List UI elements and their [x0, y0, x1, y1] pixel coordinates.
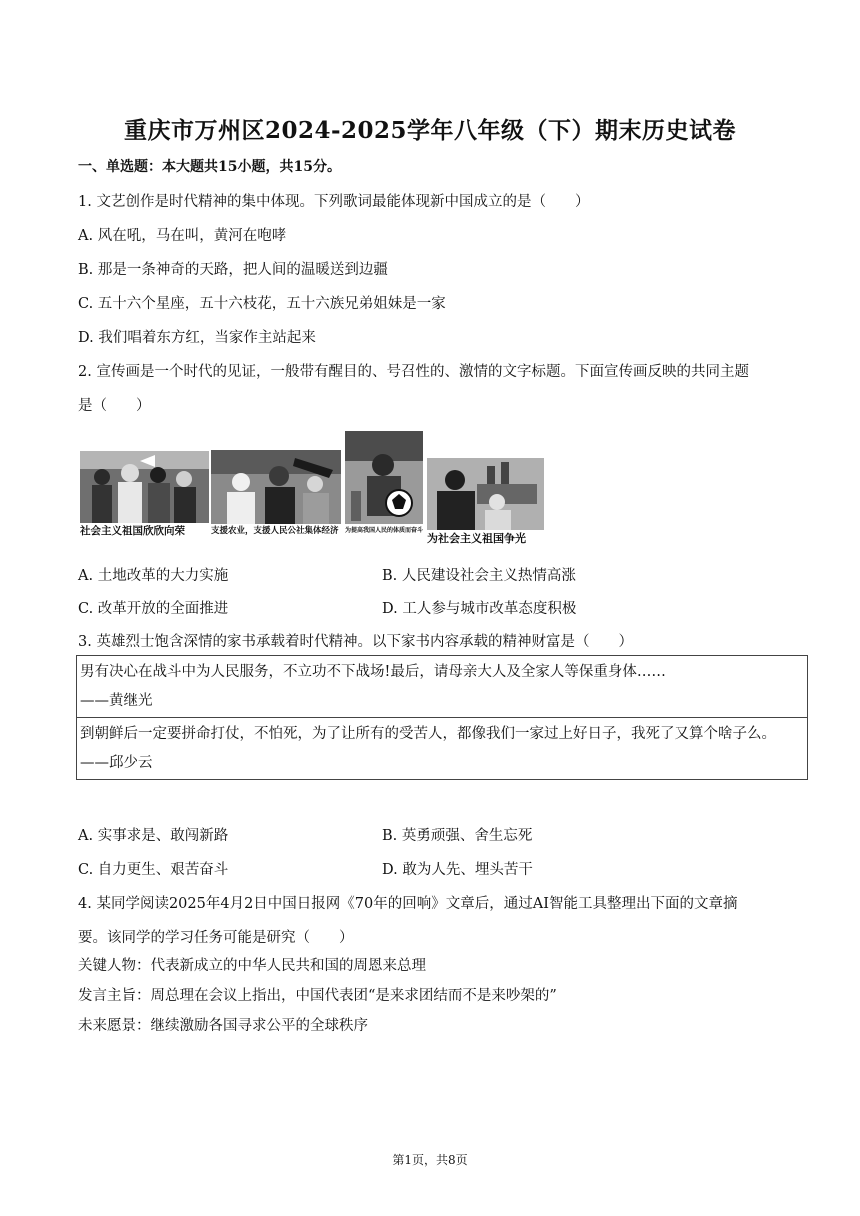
- poster-1-caption: 社会主义祖国欣欣向荣: [80, 523, 209, 539]
- question-2-stem-line-1: 2. 宣传画是一个时代的见证，一般带有醒目的、号召性的、激情的文字标题。下面宣传画反映的共同主题: [78, 364, 749, 380]
- letter-author-2: ——邱少云: [80, 755, 153, 771]
- poster-4-caption: 为社会主义祖国争光: [427, 530, 544, 547]
- summary-speech-theme: 发言主旨：周总理在会议上指出，中国代表团“是来求团结而不是来吵架的”: [78, 988, 557, 1004]
- poster-crowd-icon: [80, 451, 209, 523]
- poster-factory-icon: [427, 458, 544, 530]
- propaganda-poster-2: [211, 450, 341, 539]
- propaganda-poster-3: [345, 431, 423, 538]
- letter-quote-1: 男有决心在战斗中为人民服务，不立功不下战场!最后，请母亲大人及全家人等保重身体……: [80, 664, 666, 680]
- poster-football-icon: [345, 431, 423, 524]
- poster-2-caption: 支援农业，支援人民公社集体经济: [211, 524, 341, 539]
- section-heading: 一、单选题：本大题共15小题，共15分。: [78, 159, 341, 175]
- letters-table: [76, 655, 808, 780]
- question-3-option-c: C. 自力更生、艰苦奋斗: [78, 862, 229, 878]
- question-1-option-b: B. 那是一条神奇的天路，把人间的温暖送到边疆: [78, 262, 388, 278]
- question-4-stem-line-1: 4. 某同学阅读2025年4月2日中国日报网《70年的回响》文章后，通过AI智能工具整理出下面的文章摘: [78, 896, 738, 912]
- question-4-stem-line-2: 要。该同学的学习任务可能是研究（ ）: [78, 930, 354, 946]
- question-1-option-d: D. 我们唱着东方红，当家作主站起来: [78, 330, 316, 346]
- table-divider: [77, 717, 807, 718]
- propaganda-poster-4: [427, 458, 544, 547]
- question-3-stem: 3. 英雄烈士饱含深情的家书承载着时代精神。以下家书内容承载的精神财富是（ ）: [78, 634, 633, 650]
- letter-author-1: ——黄继光: [80, 693, 153, 709]
- question-1-option-a: A. 风在吼，马在叫，黄河在咆哮: [78, 228, 287, 244]
- summary-future-vision: 未来愿景：继续激励各国寻求公平的全球秩序: [78, 1018, 368, 1034]
- question-2-option-b: B. 人民建设社会主义热情高涨: [382, 568, 576, 584]
- question-2-option-d: D. 工人参与城市改革态度积极: [382, 601, 577, 617]
- exam-title: 重庆市万州区2024-2025学年八年级（下）期末历史试卷: [123, 117, 737, 144]
- question-3-option-b: B. 英勇顽强、舍生忘死: [382, 828, 533, 844]
- summary-key-person: 关键人物：代表新成立的中华人民共和国的周恩来总理: [78, 958, 426, 974]
- question-2-option-a: A. 土地改革的大力实施: [78, 568, 229, 584]
- question-2-option-c: C. 改革开放的全面推进: [78, 601, 229, 617]
- question-3-option-a: A. 实事求是、敢闯新路: [78, 828, 229, 844]
- poster-3-caption: 为提高我国人民的体质而奋斗: [345, 524, 423, 538]
- page-number: 第1页，共8页: [392, 1153, 468, 1167]
- question-1-option-c: C. 五十六个星座，五十六枝花，五十六族兄弟姐妹是一家: [78, 296, 446, 312]
- poster-workers-icon: [211, 450, 341, 524]
- propaganda-poster-1: [80, 451, 209, 539]
- question-2-stem-line-2: 是（ ）: [78, 398, 151, 414]
- letter-quote-2: 到朝鲜后一定要拼命打仗，不怕死，为了让所有的受苦人，都像我们一家过上好日子，我死了又算个啥子么。: [80, 726, 776, 742]
- question-1-stem: 1. 文艺创作是时代精神的集中体现。下列歌词最能体现新中国成立的是（ ）: [78, 194, 590, 210]
- question-3-option-d: D. 敢为人先、埋头苦干: [382, 862, 533, 878]
